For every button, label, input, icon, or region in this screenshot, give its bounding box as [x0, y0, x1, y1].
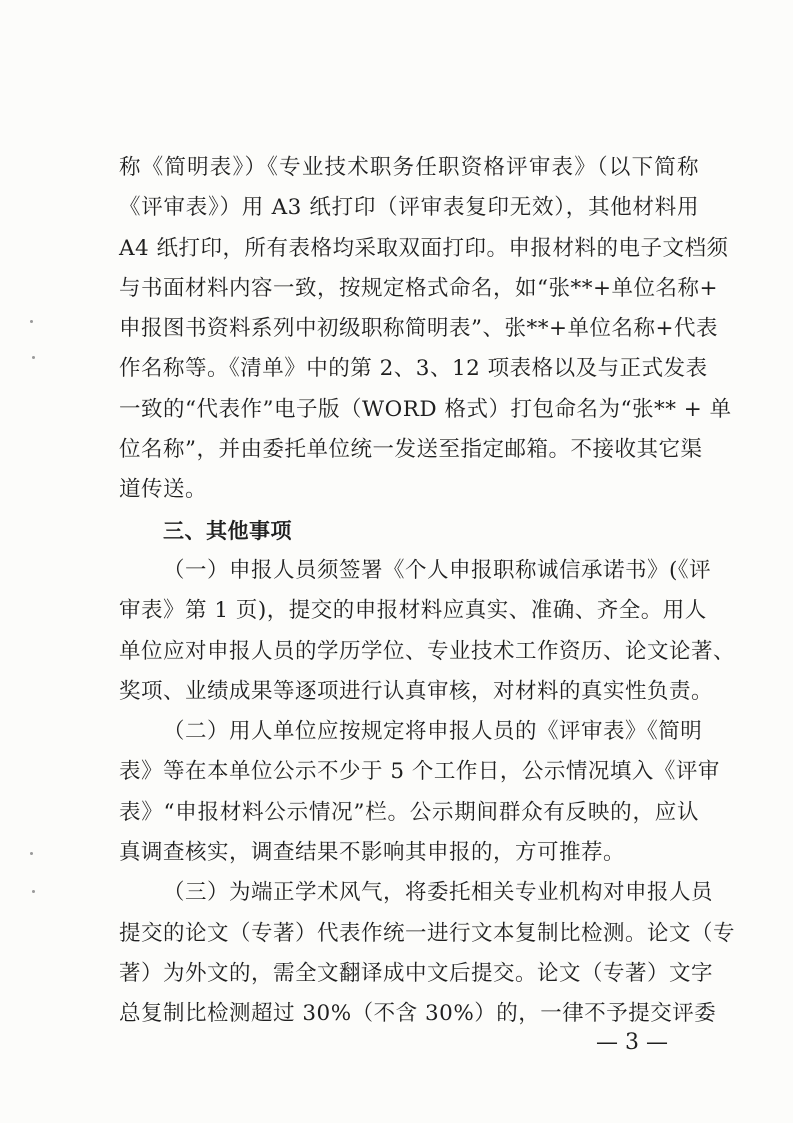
body-line: 一致的“代表作”电子版（WORD 格式）打包命名为“张** + 单 [119, 396, 732, 422]
body-line: 单位应对申报人员的学历学位、专业技术工作资历、论文论著、 [119, 638, 736, 664]
scan-speck [30, 852, 33, 855]
body-line: 审表》第 1 页)，提交的申报材料应真实、准确、齐全。用人 [119, 598, 707, 624]
document-body [119, 148, 736, 1035]
body-line: 位名称”，并由委托单位统一发送至指定邮箱。不接收其它渠 [119, 437, 703, 463]
body-line: 真调查核实，调查结果不影响其申报的，方可推荐。 [119, 840, 626, 866]
paragraph-first-line: （二）用人单位应按规定将申报人员的《评审表》《简明 [163, 719, 703, 745]
body-line: 道传送。 [119, 477, 208, 503]
body-line: 表》等在本单位公示不少于 5 个工作日，公示情况填入《评审 [119, 759, 720, 785]
section-heading: 三、其他事项 [163, 518, 292, 543]
scan-speck [30, 320, 33, 323]
paragraph-first-line: （三）为端正学术风气，将委托相关专业机构对申报人员 [163, 880, 714, 906]
paragraph-first-line: （一）申报人员须签署《个人申报职称诚信承诺书》(《评 [163, 557, 712, 583]
body-line: 著）为外文的，需全文翻译成中文后提交。论文（专著）文字 [119, 960, 714, 986]
body-line: 与书面材料内容一致，按规定格式命名，如“张**+单位名称+ [119, 275, 719, 301]
page-number: — 3 — [596, 1030, 668, 1055]
body-line: 作名称等。《清单》中的第 2、3、12 项表格以及与正式发表 [119, 356, 708, 382]
body-line: 提交的论文（专著）代表作统一进行文本复制比检测。论文（专 [119, 920, 736, 946]
body-line: 《评审表》）用 A3 纸打印（评审表复印无效），其他材料用 [119, 195, 699, 221]
body-line: 称《简明表》）《专业技术职务任职资格评审表》（以下简称 [119, 155, 699, 180]
body-line: 总复制比检测超过 30%（不含 30%）的，一律不予提交评委 [119, 1001, 717, 1027]
scan-speck [32, 356, 35, 359]
body-line: 奖项、业绩成果等逐项进行认真审核，对材料的真实性负责。 [119, 678, 714, 704]
body-line: A4 纸打印，所有表格均采取双面打印。申报材料的电子文档须 [119, 235, 729, 261]
scan-speck [32, 890, 35, 893]
body-line: 表》“申报材料公示情况”栏。公示期间群众有反映的，应认 [119, 799, 699, 825]
body-line: 申报图书资料系列中初级职称简明表”、张**+单位名称+代表 [119, 316, 719, 342]
